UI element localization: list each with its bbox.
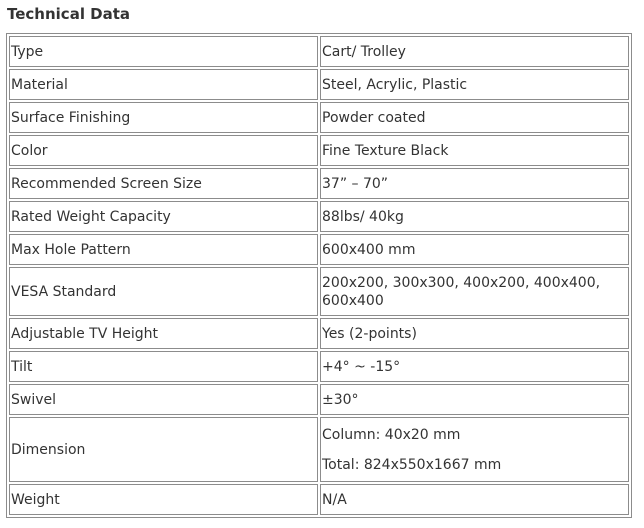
row-value: 37” – 70” (320, 168, 629, 199)
row-value: Fine Texture Black (320, 135, 629, 166)
row-label: Type (9, 36, 318, 67)
table-row (9, 267, 629, 316)
row-value: Cart/ Trolley (320, 36, 629, 67)
row-label: Adjustable TV Height (9, 318, 318, 349)
table-row (9, 69, 629, 100)
row-value-multiline (320, 417, 629, 482)
dimension-total-line: Total: 824x550x1667 mm (322, 456, 502, 473)
row-value: Yes (2-points) (320, 318, 629, 349)
row-value: 600x400 mm (320, 234, 629, 265)
row-label: Color (9, 135, 318, 166)
table-row (9, 318, 629, 349)
row-value: 200x200, 300x300, 400x200, 400x400, 600x400 (320, 267, 629, 316)
row-label: Max Hole Pattern (9, 234, 318, 265)
table-row (9, 484, 629, 515)
technical-data-table (6, 33, 632, 518)
row-value: Powder coated (320, 102, 629, 133)
table-row (9, 168, 629, 199)
row-value: ±30° (320, 384, 629, 415)
row-label: Material (9, 69, 318, 100)
table-row (9, 102, 629, 133)
row-value: 88lbs/ 40kg (320, 201, 629, 232)
page-title: Technical Data (7, 5, 131, 23)
row-label: Weight (9, 484, 318, 515)
row-value: Steel, Acrylic, Plastic (320, 69, 629, 100)
table-row (9, 384, 629, 415)
row-label: VESA Standard (9, 267, 318, 316)
row-label: Recommended Screen Size (9, 168, 318, 199)
row-label: Dimension (9, 417, 318, 482)
row-label: Swivel (9, 384, 318, 415)
row-value: N/A (320, 484, 629, 515)
table-row (9, 234, 629, 265)
row-label: Rated Weight Capacity (9, 201, 318, 232)
table-row (9, 135, 629, 166)
row-label: Tilt (9, 351, 318, 382)
table-row (9, 36, 629, 67)
row-value: +4° ~ -15° (320, 351, 629, 382)
table-row (9, 201, 629, 232)
row-label: Surface Finishing (9, 102, 318, 133)
table-row (9, 351, 629, 382)
table-row (9, 417, 629, 482)
dimension-column-line: Column: 40x20 mm (322, 426, 461, 443)
